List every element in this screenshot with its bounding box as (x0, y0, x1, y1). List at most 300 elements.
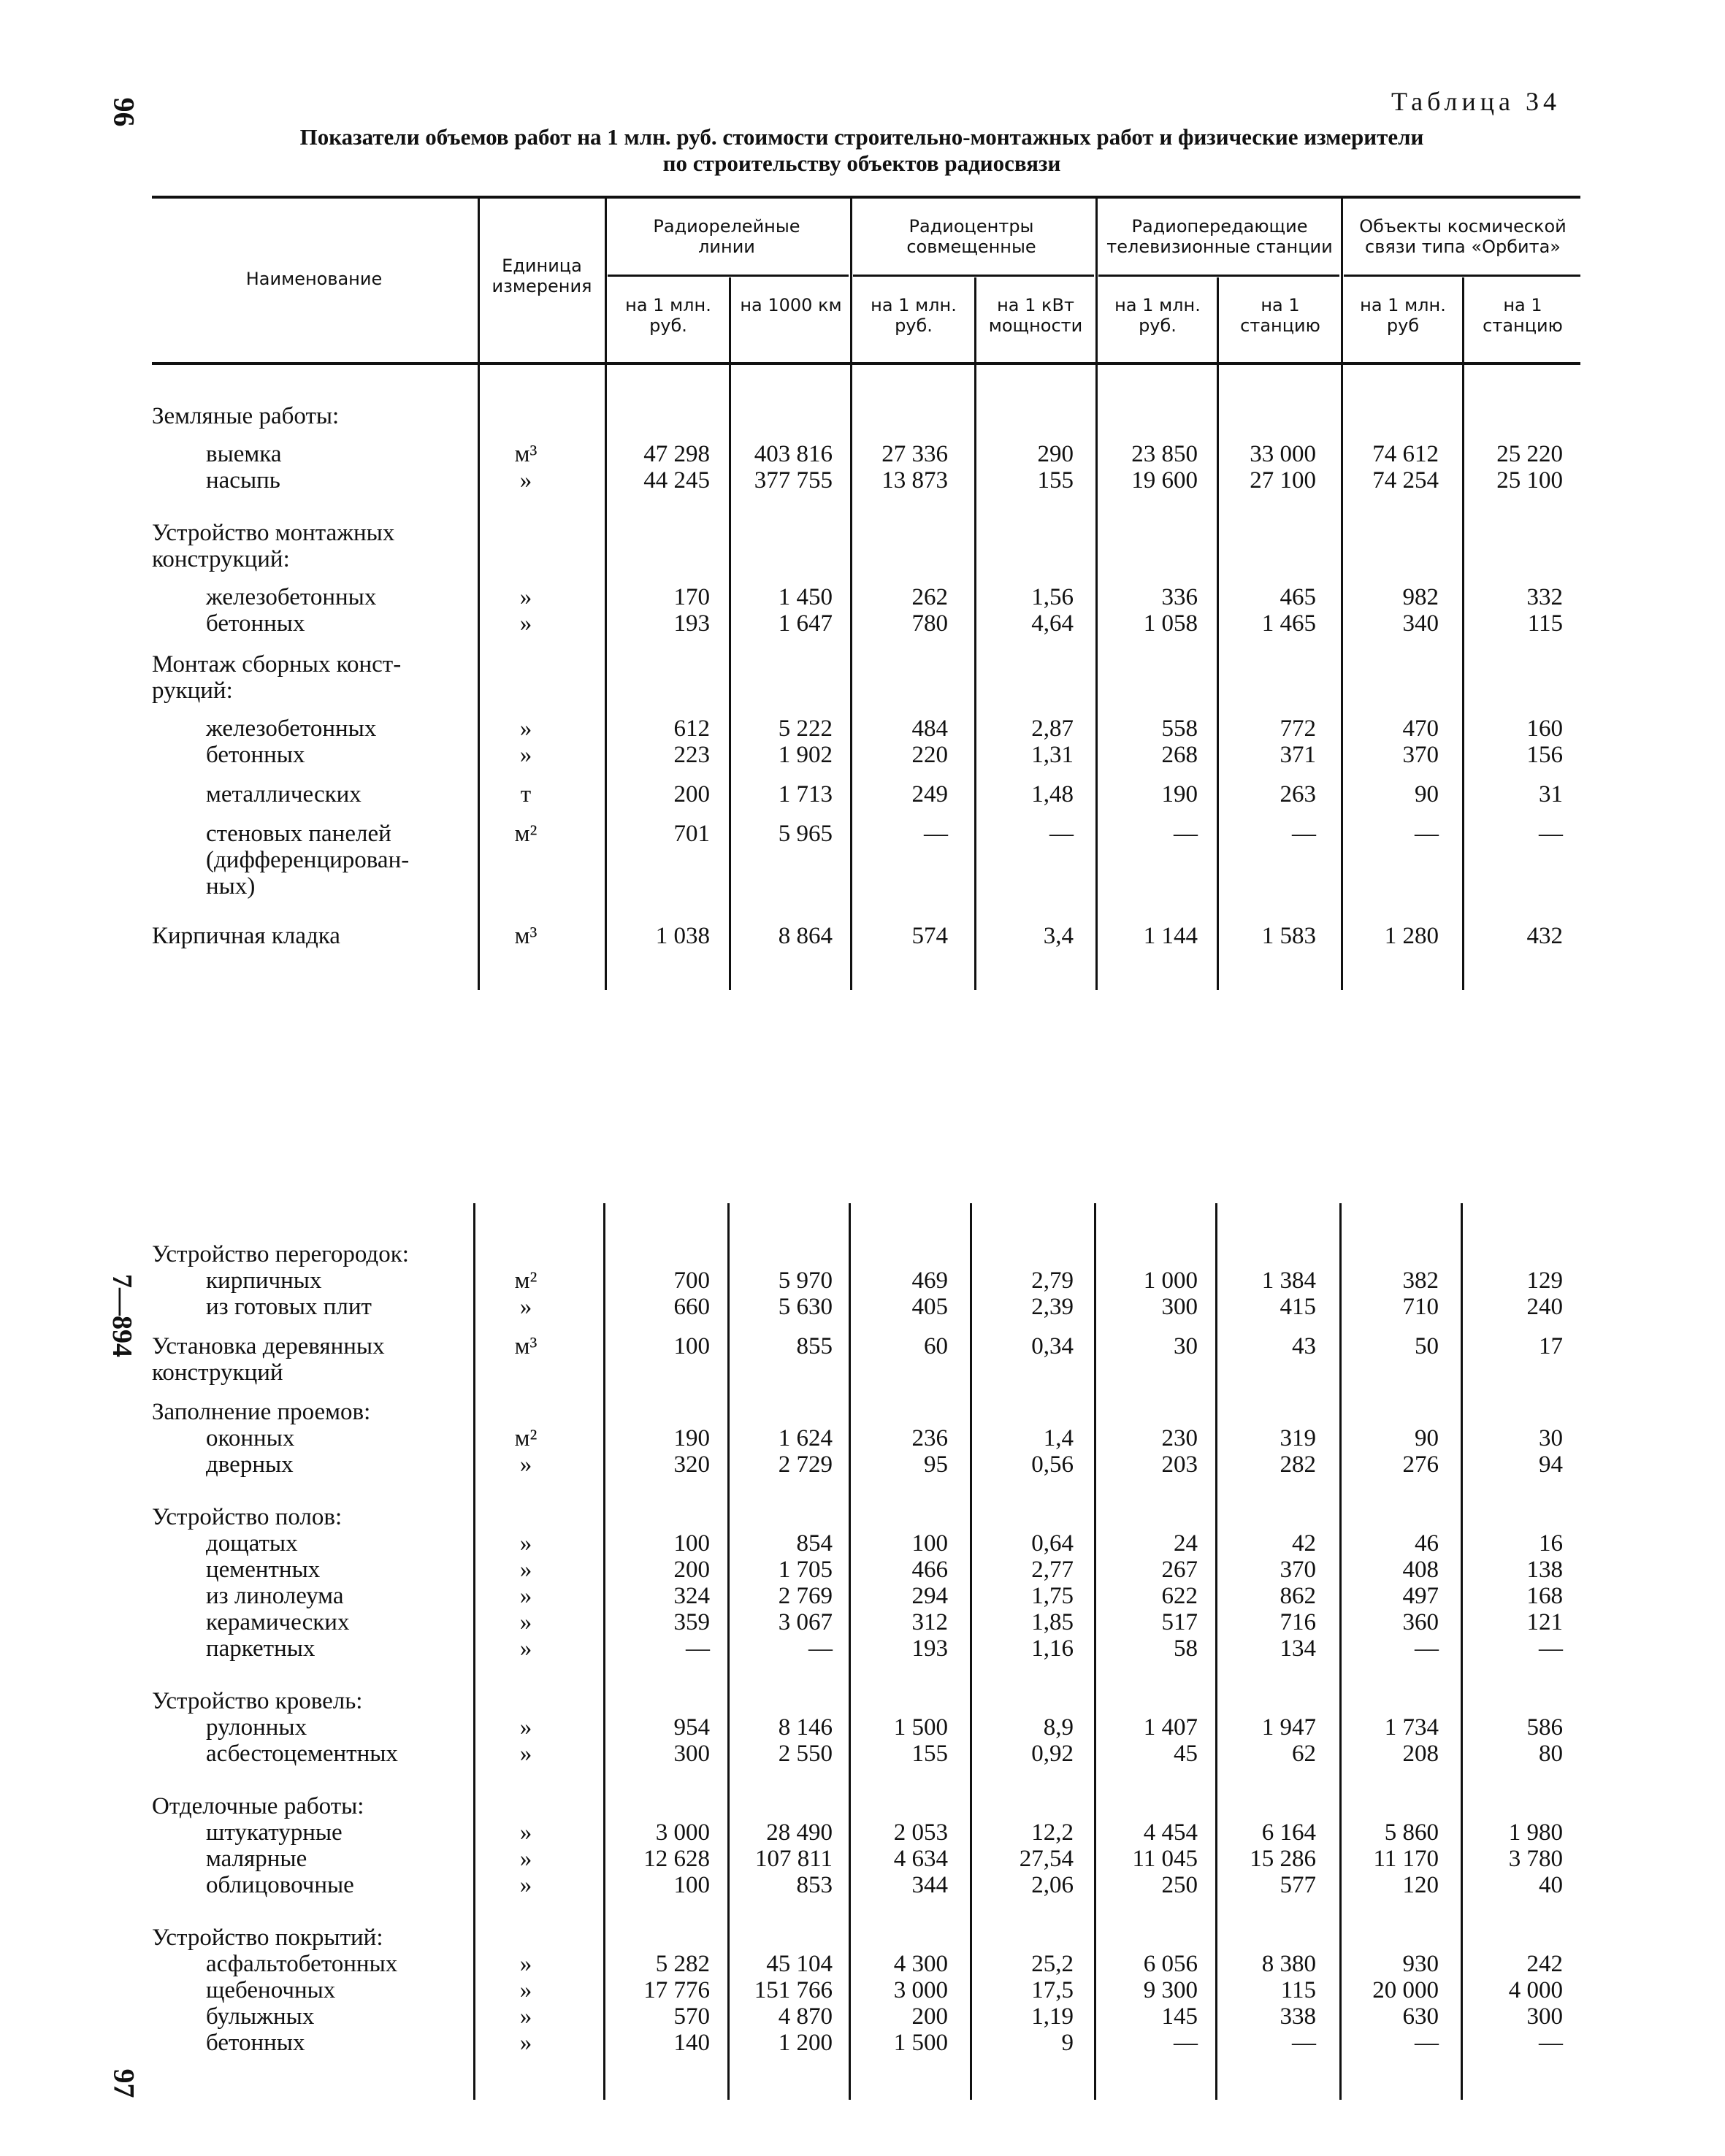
cell: — (1292, 821, 1316, 847)
row-unit: » (519, 2030, 532, 2056)
cell: 5 222 (778, 716, 833, 742)
cell: 1 647 (778, 610, 833, 637)
cell: 44 245 (643, 467, 710, 494)
cell: 30 (1539, 1425, 1563, 1451)
row-unit: т (520, 781, 532, 807)
row-label: бетонных (206, 2030, 305, 2056)
cell: 465 (1280, 584, 1316, 610)
cell: 319 (1280, 1425, 1316, 1451)
cell: 27 100 (1250, 467, 1316, 494)
row-label: бетонных (206, 742, 305, 768)
table-row (0, 1359, 1725, 1386)
cell: 45 104 (766, 1951, 833, 1977)
row-label: Устройство покрытий: (152, 1925, 383, 1951)
header-sub-3: на 1 млн. руб. (871, 295, 957, 336)
table-row (0, 467, 1725, 494)
cell: 324 (673, 1583, 710, 1609)
cell: 312 (911, 1609, 948, 1635)
cell: 8,9 (1043, 1714, 1074, 1741)
table-row (0, 1793, 1725, 1819)
cell: 12 628 (643, 1846, 710, 1872)
table-row (0, 1451, 1725, 1478)
table-row (0, 1294, 1725, 1320)
row-unit: м² (514, 1267, 538, 1294)
cell: 25 220 (1496, 441, 1563, 467)
cell: 862 (1280, 1583, 1316, 1609)
cell: — (924, 821, 948, 847)
cell: 60 (924, 1333, 948, 1359)
cell: 138 (1526, 1557, 1563, 1583)
cell: 336 (1161, 584, 1198, 610)
cell: 9 (1061, 2030, 1074, 2056)
cell: 954 (673, 1714, 710, 1741)
row-label: Устройство перегородок: (152, 1241, 409, 1267)
header-group-2: Радиоцентры совмещенные (906, 216, 1036, 257)
cell: 100 (673, 1872, 710, 1898)
row-unit: » (519, 1819, 532, 1846)
cell: 5 282 (655, 1951, 710, 1977)
row-label: дощатых (206, 1530, 298, 1557)
table-row (0, 1557, 1725, 1583)
cell: 290 (1037, 441, 1074, 467)
table-row (0, 1241, 1725, 1267)
table-row (0, 821, 1725, 847)
cell: — (1539, 1635, 1563, 1662)
cell: 25,2 (1031, 1951, 1074, 1977)
cell: 28 490 (766, 1819, 833, 1846)
cell: 1 734 (1384, 1714, 1439, 1741)
cell: 1 038 (655, 923, 710, 949)
header-group-1: Радиорелейные линии (653, 216, 800, 257)
signature-mark: 7—894 (107, 1274, 137, 1357)
cell: 31 (1539, 781, 1563, 807)
cell: 586 (1526, 1714, 1563, 1741)
cell: 630 (1402, 2003, 1439, 2030)
cell: 1 450 (778, 584, 833, 610)
cell: 300 (1526, 2003, 1563, 2030)
cell: 497 (1402, 1583, 1439, 1609)
cell: 1 200 (778, 2030, 833, 2056)
cell: 4 870 (778, 2003, 833, 2030)
cell: 300 (1161, 1294, 1198, 1320)
cell: 240 (1526, 1294, 1563, 1320)
row-unit: » (519, 742, 532, 768)
table-row (0, 1609, 1725, 1635)
cell: 6 056 (1143, 1951, 1198, 1977)
cell: 33 000 (1250, 441, 1316, 467)
row-unit: » (519, 584, 532, 610)
cell: 4 634 (893, 1846, 948, 1872)
cell: 408 (1402, 1557, 1439, 1583)
row-label: асфальтобетонных (206, 1951, 398, 1977)
cell: 1,75 (1031, 1583, 1074, 1609)
table-row (0, 441, 1725, 467)
cell: 622 (1161, 1583, 1198, 1609)
cell: 74 612 (1372, 441, 1439, 467)
row-label: Устройство кровель: (152, 1688, 363, 1714)
cell: 660 (673, 1294, 710, 1320)
cell: 46 (1415, 1530, 1439, 1557)
cell: 3 067 (778, 1609, 833, 1635)
group-rule-4 (1344, 275, 1580, 277)
cell: 1,85 (1031, 1609, 1074, 1635)
cell: — (1292, 2030, 1316, 2056)
cell: 100 (673, 1333, 710, 1359)
cell: 3,4 (1043, 923, 1074, 949)
cell: 263 (1280, 781, 1316, 807)
cell: 249 (911, 781, 948, 807)
cell: 47 298 (643, 441, 710, 467)
cell: — (1174, 821, 1198, 847)
group-rule-1 (608, 275, 849, 277)
row-label: дверных (206, 1451, 294, 1478)
cell: 558 (1161, 716, 1198, 742)
row-unit: » (519, 1872, 532, 1898)
cell: — (1049, 821, 1074, 847)
cell: 320 (673, 1451, 710, 1478)
cell: — (1415, 1635, 1439, 1662)
cell: 156 (1526, 742, 1563, 768)
cell: 1 583 (1261, 923, 1316, 949)
cell: 0,92 (1031, 1741, 1074, 1767)
cell: 701 (673, 821, 710, 847)
cell: 3 000 (893, 1977, 948, 2003)
cell: 415 (1280, 1294, 1316, 1320)
cell: 100 (911, 1530, 948, 1557)
row-label: Установка деревянных (152, 1333, 385, 1359)
row-label: Устройство полов: (152, 1504, 343, 1530)
cell: 9 300 (1143, 1977, 1198, 2003)
cell: 1 705 (778, 1557, 833, 1583)
row-label: металлических (206, 781, 362, 807)
cell: 4 454 (1143, 1819, 1198, 1846)
cell: 370 (1280, 1557, 1316, 1583)
header-sub-7: на 1 млн. руб (1360, 295, 1446, 336)
header-name: Наименование (245, 269, 383, 289)
cell: 90 (1415, 1425, 1439, 1451)
table-row (0, 1714, 1725, 1741)
cell: 193 (911, 1635, 948, 1662)
cell: 17 776 (643, 1977, 710, 2003)
table-row (0, 1583, 1725, 1609)
table-label: Таблица 34 (1391, 87, 1561, 116)
cell: 43 (1292, 1333, 1316, 1359)
cell: 1 058 (1143, 610, 1198, 637)
cell: 5 630 (778, 1294, 833, 1320)
header-sub-5: на 1 млн. руб. (1114, 295, 1201, 336)
cell: 151 766 (754, 1977, 833, 2003)
cell: 250 (1161, 1872, 1198, 1898)
cell: 1,19 (1031, 2003, 1074, 2030)
cell: 5 860 (1384, 1819, 1439, 1846)
row-unit: » (519, 467, 532, 494)
cell: 140 (673, 2030, 710, 2056)
cell: 1 980 (1508, 1819, 1563, 1846)
cell: 853 (796, 1872, 833, 1898)
cell: 344 (911, 1872, 948, 1898)
table-row (0, 2030, 1725, 2056)
table-row (0, 873, 1725, 899)
cell: 8 864 (778, 923, 833, 949)
cell: 17 (1539, 1333, 1563, 1359)
table-row (0, 1846, 1725, 1872)
cell: 371 (1280, 742, 1316, 768)
cell: 95 (924, 1451, 948, 1478)
cell: 50 (1415, 1333, 1439, 1359)
row-unit: м³ (514, 923, 538, 949)
cell: 1 902 (778, 742, 833, 768)
cell: 203 (1161, 1451, 1198, 1478)
row-unit: » (519, 1951, 532, 1977)
table-title-line2: по строительству объектов радиосвязи (662, 150, 1061, 176)
row-label: Отделочные работы: (152, 1793, 364, 1819)
row-label: рукций: (152, 678, 233, 704)
cell: 94 (1539, 1451, 1563, 1478)
cell: 3 000 (655, 1819, 710, 1846)
cell: 107 811 (754, 1846, 833, 1872)
table-row (0, 1872, 1725, 1898)
row-label: малярные (206, 1846, 307, 1872)
cell: — (1174, 2030, 1198, 2056)
cell: 1,16 (1031, 1635, 1074, 1662)
cell: — (1415, 2030, 1439, 2056)
cell: 276 (1402, 1451, 1439, 1478)
cell: 8 146 (778, 1714, 833, 1741)
cell: 42 (1292, 1530, 1316, 1557)
cell: 1 713 (778, 781, 833, 807)
row-label: Заполнение проемов: (152, 1399, 371, 1425)
table-row (0, 1504, 1725, 1530)
row-label: (дифференцирован- (206, 847, 410, 873)
table-row (0, 1925, 1725, 1951)
cell: 0,64 (1031, 1530, 1074, 1557)
row-unit: м³ (514, 441, 538, 467)
cell: — (808, 1635, 833, 1662)
cell: 1 624 (778, 1425, 833, 1451)
table-row (0, 1819, 1725, 1846)
cell: 300 (673, 1741, 710, 1767)
row-label: облицовочные (206, 1872, 354, 1898)
cell: 80 (1539, 1741, 1563, 1767)
table-row (0, 1977, 1725, 2003)
cell: 223 (673, 742, 710, 768)
cell: 129 (1526, 1267, 1563, 1294)
row-unit: м³ (514, 1333, 538, 1359)
cell: 370 (1402, 742, 1439, 768)
cell: 17,5 (1031, 1977, 1074, 2003)
row-unit: » (519, 1635, 532, 1662)
cell: 190 (673, 1425, 710, 1451)
row-unit: » (519, 1451, 532, 1478)
row-unit: » (519, 1977, 532, 2003)
cell: 338 (1280, 2003, 1316, 2030)
cell: 1 384 (1261, 1267, 1316, 1294)
cell: 1 280 (1384, 923, 1439, 949)
cell: 772 (1280, 716, 1316, 742)
row-unit: м² (514, 821, 538, 847)
table-row (0, 520, 1725, 546)
cell: 432 (1526, 923, 1563, 949)
cell: 267 (1161, 1557, 1198, 1583)
row-label: конструкций (152, 1359, 283, 1386)
cell: 30 (1174, 1333, 1198, 1359)
cell: 517 (1161, 1609, 1198, 1635)
cell: 5 970 (778, 1267, 833, 1294)
table-row (0, 1951, 1725, 1977)
table-row (0, 716, 1725, 742)
cell: 193 (673, 610, 710, 637)
cell: 4 000 (1508, 1977, 1563, 2003)
cell: 780 (911, 610, 948, 637)
cell: 12,2 (1031, 1819, 1074, 1846)
row-unit: » (519, 1741, 532, 1767)
cell: 15 286 (1250, 1846, 1316, 1872)
row-unit: » (519, 1557, 532, 1583)
row-unit: » (519, 1530, 532, 1557)
row-unit: » (519, 1294, 532, 1320)
cell: 155 (911, 1741, 948, 1767)
cell: 405 (911, 1294, 948, 1320)
table-row (0, 923, 1725, 949)
table-row (0, 1688, 1725, 1714)
row-label: щебеночных (206, 1977, 336, 2003)
table-row (0, 1741, 1725, 1767)
cell: 1,48 (1031, 781, 1074, 807)
header-group-4: Объекты космической связи типа «Орбита» (1359, 216, 1567, 257)
cell: 570 (673, 2003, 710, 2030)
cell: 115 (1280, 1977, 1316, 2003)
cell: 469 (911, 1267, 948, 1294)
cell: 340 (1402, 610, 1439, 637)
cell: 11 170 (1373, 1846, 1439, 1872)
cell: 1 947 (1261, 1714, 1316, 1741)
cell: 484 (911, 716, 948, 742)
row-label: насыпь (206, 467, 280, 494)
group-rule-2 (853, 275, 1094, 277)
cell: 4,64 (1031, 610, 1074, 637)
header-unit: Единица измерения (492, 256, 592, 296)
header-top-rule (152, 196, 1580, 199)
row-unit: » (519, 716, 532, 742)
group-rule-3 (1098, 275, 1339, 277)
row-label: железобетонных (206, 584, 377, 610)
header-bottom-rule (152, 362, 1580, 365)
table-row (0, 1425, 1725, 1451)
header-sub-6: на 1 станцию (1240, 295, 1320, 336)
cell: — (1539, 2030, 1563, 2056)
cell: 100 (673, 1530, 710, 1557)
row-label: булыжных (206, 2003, 315, 2030)
cell: 20 000 (1372, 1977, 1439, 2003)
row-label: ных) (206, 873, 256, 899)
cell: 0,34 (1031, 1333, 1074, 1359)
row-unit: » (519, 1846, 532, 1872)
cell: 74 254 (1372, 467, 1439, 494)
cell: 403 816 (754, 441, 833, 467)
cell: 236 (911, 1425, 948, 1451)
cell: 855 (796, 1333, 833, 1359)
cell: 360 (1402, 1609, 1439, 1635)
cell: 2 053 (893, 1819, 948, 1846)
row-label: стеновых панелей (206, 821, 391, 847)
cell: 6 164 (1261, 1819, 1316, 1846)
cell: 121 (1526, 1609, 1563, 1635)
cell: 230 (1161, 1425, 1198, 1451)
cell: 2 729 (778, 1451, 833, 1478)
cell: 854 (796, 1530, 833, 1557)
cell: 1 144 (1143, 923, 1198, 949)
cell: 262 (911, 584, 948, 610)
cell: 716 (1280, 1609, 1316, 1635)
table-title-line1: Показатели объемов работ на 1 млн. руб. стоимости строительно-монтажных работ и физические измерители (299, 124, 1424, 150)
cell: 4 300 (893, 1951, 948, 1977)
row-unit: » (519, 1583, 532, 1609)
row-label: цементных (206, 1557, 321, 1583)
row-label: железобетонных (206, 716, 377, 742)
cell: 2,39 (1031, 1294, 1074, 1320)
cell: 1,31 (1031, 742, 1074, 768)
row-unit: » (519, 1714, 532, 1741)
cell: 90 (1415, 781, 1439, 807)
cell: 160 (1526, 716, 1563, 742)
cell: 1 500 (893, 2030, 948, 2056)
cell: 470 (1402, 716, 1439, 742)
header-sub-1: на 1 млн. руб. (625, 295, 711, 336)
table-row (0, 546, 1725, 572)
row-label: Кирпичная кладка (152, 923, 340, 949)
cell: 27,54 (1019, 1846, 1074, 1872)
cell: 577 (1280, 1872, 1316, 1898)
cell: 242 (1526, 1951, 1563, 1977)
cell: 332 (1526, 584, 1563, 610)
table-row (0, 1635, 1725, 1662)
cell: 19 600 (1131, 467, 1198, 494)
row-label: Монтаж сборных конст- (152, 651, 402, 678)
row-label: керамических (206, 1609, 350, 1635)
table-row (0, 1399, 1725, 1425)
table-row (0, 2003, 1725, 2030)
row-unit: » (519, 1609, 532, 1635)
cell: 5 965 (778, 821, 833, 847)
table-row (0, 1267, 1725, 1294)
cell: 120 (1402, 1872, 1439, 1898)
cell: 200 (673, 781, 710, 807)
row-label: оконных (206, 1425, 295, 1451)
cell: 190 (1161, 781, 1198, 807)
cell: 466 (911, 1557, 948, 1583)
cell: 1 000 (1143, 1267, 1198, 1294)
cell: 359 (673, 1609, 710, 1635)
cell: 2 550 (778, 1741, 833, 1767)
row-label: бетонных (206, 610, 305, 637)
row-label: из готовых плит (206, 1294, 372, 1320)
table-row (0, 678, 1725, 704)
cell: 294 (911, 1583, 948, 1609)
header-sub-2: на 1000 км (740, 295, 842, 315)
table-row (0, 403, 1725, 429)
cell: 1 465 (1261, 610, 1316, 637)
cell: 200 (911, 2003, 948, 2030)
cell: 268 (1161, 742, 1198, 768)
cell: 282 (1280, 1451, 1316, 1478)
page-number-bottom: 97 (107, 2068, 141, 2098)
page-number-top: 96 (107, 97, 141, 127)
row-label: паркетных (206, 1635, 315, 1662)
cell: 930 (1402, 1951, 1439, 1977)
header-sub-8: на 1 станцию (1483, 295, 1563, 336)
cell: 200 (673, 1557, 710, 1583)
row-label: штукатурные (206, 1819, 343, 1846)
